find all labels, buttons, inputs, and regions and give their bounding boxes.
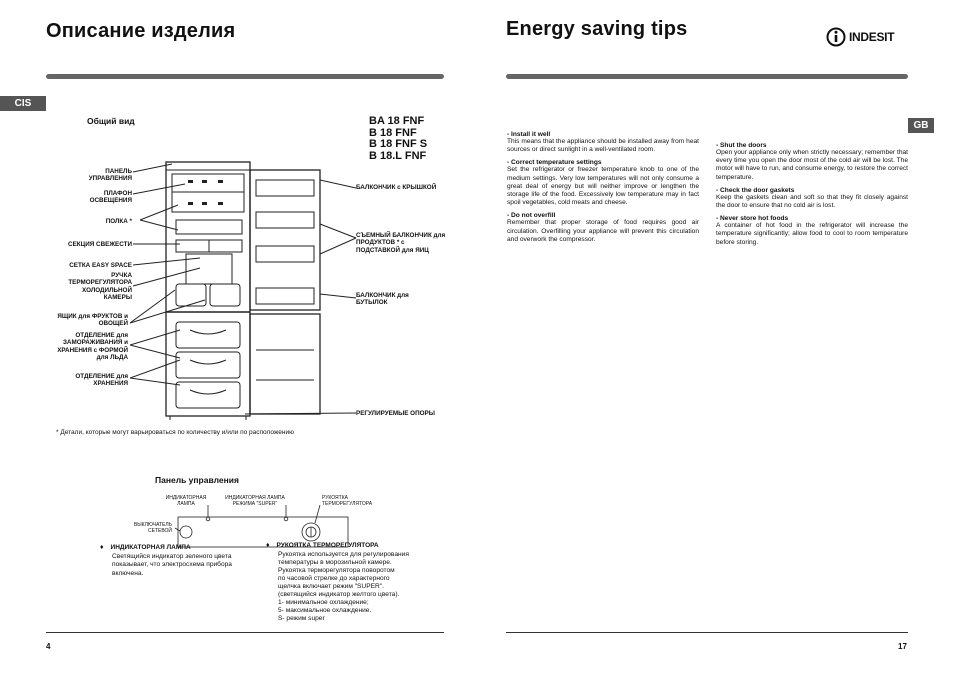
tip-text: Open your appliance only when strictly necessary; remember that every time you open the door most of the cold air will be lost. The motor will have to run, and consume energy, to restore the correct temperature. [716,149,908,181]
model-name: B 18.L FNF [369,149,427,162]
bullet-line: по часовой стрелке до характерного [278,574,390,582]
label-storage: ОТДЕЛЕНИЕ для ХРАНЕНИЯ [75,373,128,388]
model-list [369,116,427,162]
label-shelf: ПОЛКА * [105,218,132,225]
bullet-line: щелчка включает режим "SUPER". [278,582,384,590]
tip-text: This means that the appliance should be installed away from heat sources or direct sunlight in a well-ventilated room. [507,138,699,154]
page-title-right: Energy saving tips [506,18,688,40]
tip-text: A container of hot food in the refrigerator will increase the temperature significantly; allow food to cool to room temperature before storing. [716,222,908,246]
label-freezer: ОТДЕЛЕНИЕ для ЗАМОРАЖИВАНИЯ и ХРАНЕНИЯ с ФОРМОЙ для ЛЬДА [57,332,128,361]
footer-rule-left [46,632,444,633]
label-door-balcony-lid: БАЛКОНЧИК с КРЫШКОЙ [356,184,437,191]
label-adjustable-feet: РЕГУЛИРУЕМЫЕ ОПОРЫ [356,410,435,417]
header-rule-left [46,74,444,79]
bullet-title: ИНДИКАТОРНАЯ ЛАМПА [110,544,191,551]
overview-subtitle: Общий вид [87,116,135,126]
bullet-line: температуры в морозильной камере. [278,558,392,566]
bullet-line: S- режим super [278,614,325,622]
page-number-right: 17 [898,642,907,651]
bullet-text: Светящийся индикатор зеленого цвета показывает, что электросхема прибора включена. [112,552,232,577]
tips-column-1 [507,126,699,244]
label-removable-balcony: СЪЕМНЫЙ БАЛКОНЧИК для ПРОДУКТОВ * с ПОДСТАВКОЙ для ЯИЦ [356,232,446,254]
tip-heading: - Never store hot foods [716,215,789,223]
label-thermostat: РУКОЯТКА ТЕРМОРЕГУЛЯТОРА [322,495,373,507]
bullet-line: 5- максимальное охлаждение. [278,606,372,614]
label-crisper: ЯЩИК для ФРУКТОВ и ОВОЩЕЙ [57,313,128,328]
model-name: B 18 FNF [369,126,417,139]
bullet-indicator-section [100,544,260,578]
model-name: B 18 FNF S [369,138,428,150]
label-thermostat-knob: РУЧКА ТЕРМОРЕГУЛЯТОРА ХОЛОДИЛЬНОЙ КАМЕРЫ [68,272,132,301]
label-fresh-section: СЕКЦИЯ СВЕЖЕСТИ [68,241,132,248]
label-bottle-balcony: БАЛКОНЧИК для БУТЫЛОК [356,292,409,307]
bullet-line: Рукоятка терморегулятора поворотом [278,566,395,574]
bullet-line: (светящийся индикатор желтого цвета). [278,590,400,598]
tip-heading: - Correct temperature settings [507,159,602,167]
tip-heading: - Shut the doors [716,142,767,149]
tip-text: Set the refrigerator or freezer temperature knob to one of the medium settings. Very low temperatures will not only consume a great deal of energy but will neither improve or lengthen the storage life of the food. Excessively low temperature may in fact spoil vegetables, cold meats and cheese. [507,166,699,207]
section-tag-cis: CIS [0,96,46,111]
bullet-line: 1- минимальное охлаждение; [278,598,369,606]
section-tag-gb: GB [908,118,934,133]
model-name: BA 18 FNF [369,115,425,127]
indesit-logo-icon [826,27,846,47]
tip-heading: - Install it well [507,131,551,138]
label-light: ПЛАФОН ОСВЕЩЕНИЯ [89,190,132,205]
bullet-thermostat-section [266,542,441,623]
tip-text: Keep the gaskets clean and soft so that they fit closely against the door to ensure that no cold air is lost. [716,193,908,210]
brand-logo [826,27,894,47]
tip-text: Remember that proper storage of food requires good air circulation. Overfilling your appliance will prevent this circulation and overwork the compressor. [507,219,699,243]
footnote: * Детали, которые могут варьироваться по количеству и/или по расположению [56,429,294,436]
bullet-line: Рукоятка используется для регулирования [278,550,409,558]
label-super-lamp: ИНДИКАТОРНАЯ ЛАМПА РЕЖИМА "SUPER" [225,495,285,507]
header-rule-right [506,74,908,79]
label-main-switch: ВЫКЛЮЧАТЕЛЬ СЕТЕВОЙ [133,522,172,534]
label-control-panel: ПАНЕЛЬ УПРАВЛЕНИЯ [88,168,132,183]
label-easy-space: СЕТКА EASY SPACE [69,262,132,269]
footer-rule-right [506,632,908,633]
page-number-left: 4 [46,642,51,651]
page-title-left: Описание изделия [46,20,236,42]
brand-name: INDESIT [849,30,895,44]
tips-column-2 [716,137,908,247]
tip-heading: - Do not overfill [507,212,556,220]
bullet-title: РУКОЯТКА ТЕРМОРЕГУЛЯТОРА [276,542,379,549]
panel-title: Панель управления [155,475,239,485]
tip-heading: - Check the door gaskets [716,186,795,194]
label-indicator-lamp: ИНДИКАТОРНАЯ ЛАМПА [165,495,207,507]
bullet-diamond-icon: ♦ [266,542,270,549]
bullet-diamond-icon: ♦ [100,544,104,551]
fridge-diagram [130,160,360,422]
